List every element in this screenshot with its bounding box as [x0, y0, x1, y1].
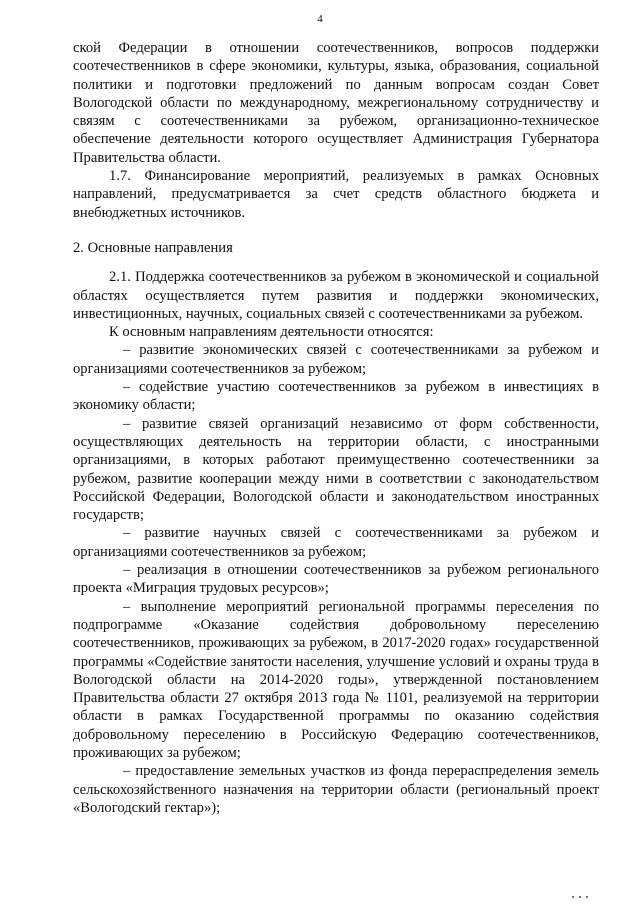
paragraph-1-7: 1.7. Финансирование мероприятий, реализуемых в рамках Основных направлений, предусматривается за счет средств областного бюджета и внебюджетных источников. [73, 168, 599, 221]
section-heading: 2. Основные направления [73, 239, 233, 256]
paragraph-continuation: ской Федерации в отношении соотечественников, вопросов поддержки соотечественников в сфере экономики, культуры, языка, образования, социальной политики и подготовки предложений по данным вопросам создан Совет Вологодской области по международному, межрегиональному сотрудничеству и связям с соотечественниками за рубежом, организационно-техническое обеспечение деятельности которого осуществляет Администрация Губернатора Правительства области. [73, 40, 599, 166]
document-body [73, 39, 599, 817]
list-item: – развитие связей организаций независимо от форм собственности, осуществляющих деятельность на территории области, с иностранными организациями, в которых работают преимущественно соотечественники за рубежом, развитие кооперации между ними в соответствии с законодательством Российской Федерации, Вологодской области и законодательством иностранных государств; [73, 415, 599, 524]
list-item: – выполнение мероприятий региональной программы переселения по подпрограмме «Оказание содействия добровольному переселению соотечественников, проживающих за рубежом, в 2017-2020 годах» государственной программы «Содействие занятости населения, улучшение условий и охраны труда в Вологодской области на 2014-2020 годы», утвержденной постановлением Правительства области 27 октября 2013 года № 1101, реализуемой на территории области в рамках Государственной программы по оказанию содействия добровольному переселению в Российскую Федерацию соотечественников, проживающих за рубежом; [73, 598, 599, 761]
scan-marks [572, 889, 594, 892]
paragraph-2-1: 2.1. Поддержка соотечественников за рубежом в экономической и социальной областях осуществляется путем развития и поддержки экономических, инвестиционных, научных, социальных связей с соотечественниками за рубежом. [73, 269, 599, 322]
list-item: – реализация в отношении соотечественников за рубежом регионального проекта «Миграция трудовых ресурсов»; [73, 562, 599, 597]
list-item: – предоставление земельных участков из фонда перераспределения земель сельскохозяйственного назначения на территории области (региональный проект «Вологодский гектар»); [73, 763, 599, 816]
paragraph-list-intro: К основным направлениям деятельности относятся: [109, 324, 434, 341]
page-number: 4 [317, 13, 323, 25]
list-item: – развитие научных связей с соотечественниками за рубежом и организациями соотечественников за рубежом; [73, 525, 599, 560]
list-item: – развитие экономических связей с соотечественниками за рубежом и организациями соотечественников за рубежом; [73, 342, 599, 377]
list-item: – содействие участию соотечественников за рубежом в инвестициях в экономику области; [73, 379, 599, 414]
